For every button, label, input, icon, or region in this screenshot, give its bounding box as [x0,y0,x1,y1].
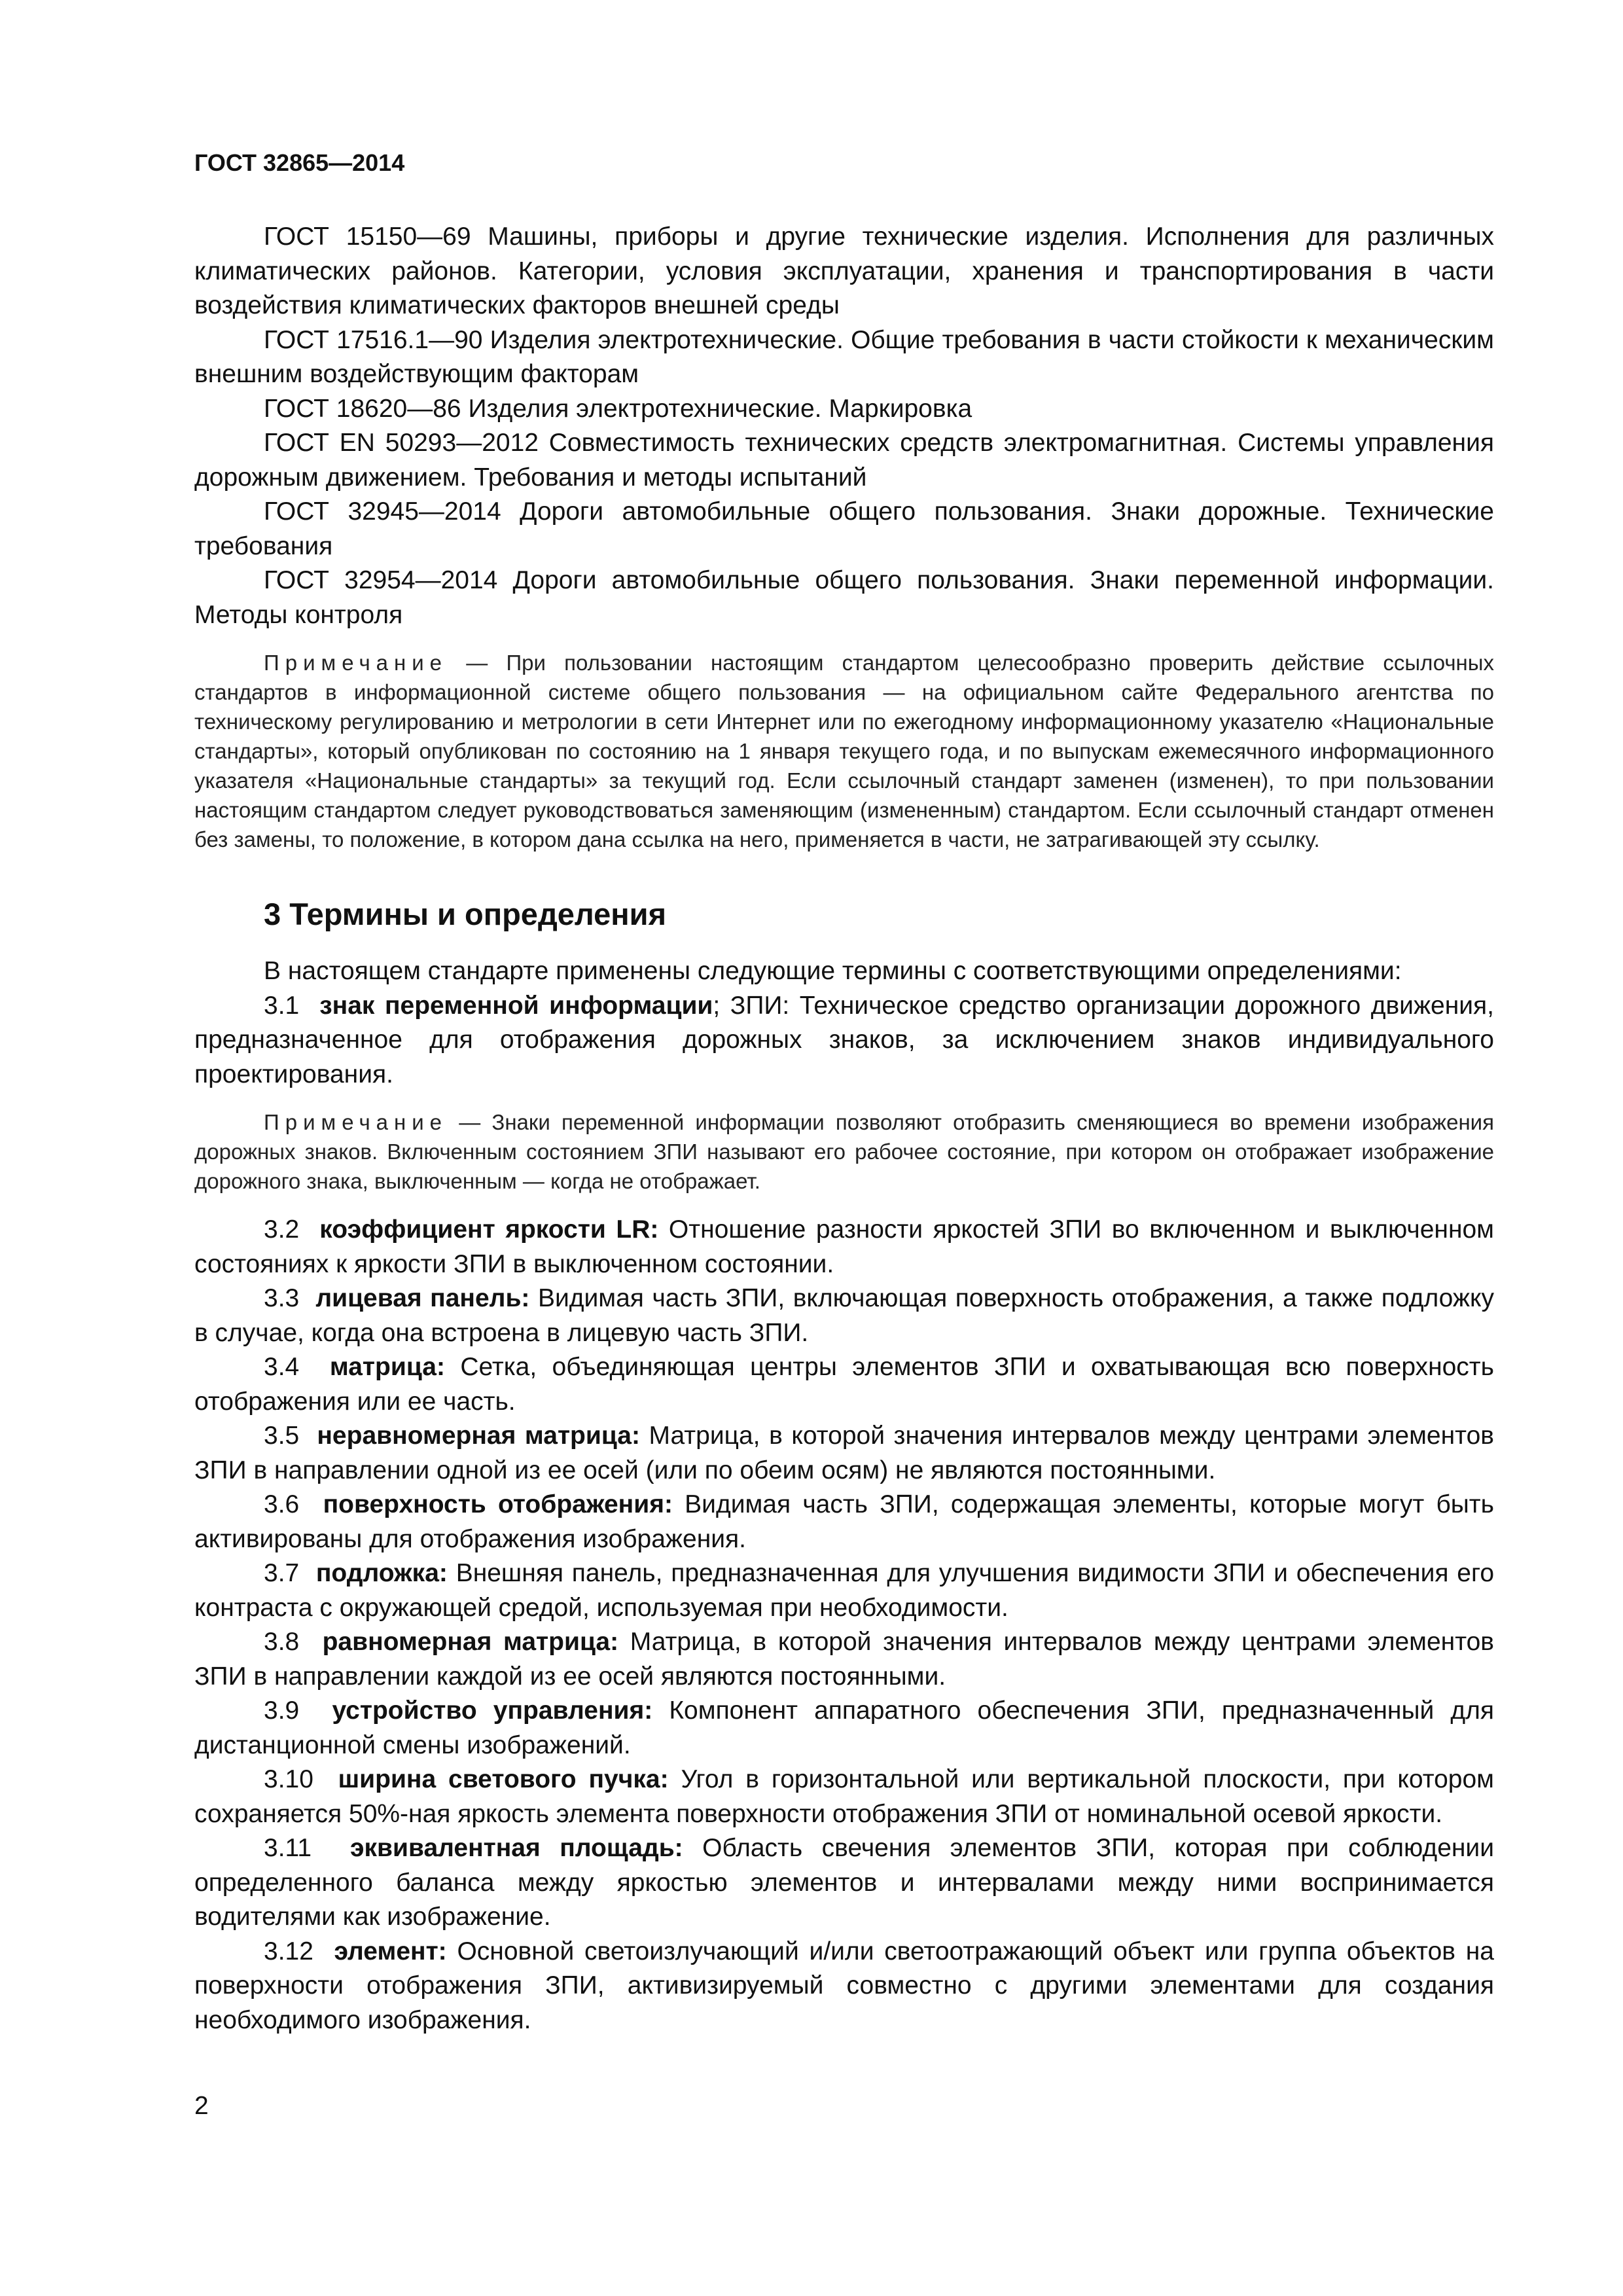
term-definition: ЗПИ: Техническое средство организации дорожного движения, предназначенное для отображения дорожных знаков, за исключением знаков индивидуального проектирования. [194,991,1495,1088]
term-name: коэффициент яркости LR: [319,1215,659,1244]
reference-item: ГОСТ 18620—86 Изделия электротехнические. Маркировка [264,394,972,423]
term-name: ширина светового пучка: [338,1765,669,1793]
term-entry [194,1831,1494,1935]
note-label: Примечание [264,1110,448,1134]
term-number: 3.4 [264,1353,300,1381]
term-definition: Внешняя панель, предназначенная для улучшения видимости ЗПИ и обеспечения его контраста с окружающей средой, используемая при необходимости. [194,1559,1495,1622]
term-entry [194,1419,1494,1488]
term-entry [194,1694,1494,1763]
section-intro: В настоящем стандарте применены следующие термины с соответствующими определениями: [264,957,1402,985]
term-name: эквивалентная площадь: [349,1834,683,1862]
reference-item: ГОСТ 32945—2014 Дороги автомобильные общего пользования. Знаки дорожные. Технические требования [194,497,1494,560]
term-number: 3.3 [264,1284,300,1312]
term-name: равномерная матрица: [322,1628,619,1656]
term-entry [194,1488,1494,1556]
reference-note [194,648,1494,854]
term-entry [194,1350,1494,1419]
note-text: — Знаки переменной информации позволяют отобразить сменяющиеся во времени изображения дорожных знаков. Включенным состоянием ЗПИ называют его рабочее состояние, при котором он отображает изображение дорожного знака, выключенным — когда не отображает. [194,1110,1494,1193]
term-note [194,1107,1494,1196]
term-name: подложка: [315,1559,448,1587]
term-number: 3.11 [264,1834,312,1862]
term-number: 3.5 [264,1422,300,1450]
term-entry [194,1282,1494,1350]
reference-item: ГОСТ 32954—2014 Дороги автомобильные общего пользования. Знаки переменной информации. Методы контроля [194,566,1494,629]
term-definition: Матрица, в которой значения интервалов между центрами элементов ЗПИ в направлении одной из ее осей (или по обеим осям) не являются постоянными. [194,1422,1494,1484]
section-heading: 3 Термины и определения [264,897,666,931]
term-name: матрица: [329,1353,445,1381]
term-definition: Видимая часть ЗПИ, включающая поверхность отображения, а также подложку в случае, когда она встроена в лицевую часть ЗПИ. [194,1284,1494,1347]
document-body [194,220,1494,2037]
term-name: устройство управления: [332,1696,653,1725]
term-definition: Основной светоизлучающий и/или светоотражающий объект или группа объектов на поверхности отображения ЗПИ, активизируемый совместно с другими элементами для создания необходимого изображения. [194,1937,1495,2034]
term-name: знак переменной информации [319,991,713,1020]
term-number: 3.9 [264,1696,300,1725]
term-definition: Компонент аппаратного обеспечения ЗПИ, предназначенный для дистанционной смены изображений. [194,1696,1495,1759]
note-label: Примечание [264,651,448,675]
reference-item: ГОСТ EN 50293—2012 Совместимость технических средств электромагнитная. Системы управления дорожным движением. Требования и методы испытаний [194,429,1494,492]
term-definition: Отношение разности яркостей ЗПИ во включенном и выключенном состояниях к яркости ЗПИ в выключенном состоянии. [194,1215,1494,1278]
term-number: 3.10 [264,1765,313,1793]
term-name: неравномерная матрица: [317,1422,640,1450]
term-number: 3.1 [264,991,300,1020]
page-number: 2 [194,2092,209,2120]
term-entry: 3.1 знак переменной информации; ЗПИ: Техническое средство организации дорожного движения, предназначенное для отображения дорожных знаков, за исключением знаков индивидуального проектирования. [194,991,1495,1088]
term-number: 3.8 [264,1628,300,1656]
term-number: 3.12 [264,1937,313,1965]
term-name: лицевая панель: [315,1284,530,1312]
term-entry [194,1625,1494,1694]
document-header-code: ГОСТ 32865—2014 [194,149,405,176]
reference-item: ГОСТ 17516.1—90 Изделия электротехнические. Общие требования в части стойкости к механическим внешним воздействующим факторам [194,325,1494,388]
term-name: поверхность отображения: [323,1490,673,1518]
term-name: элемент: [334,1937,447,1965]
term-entry [194,1213,1494,1282]
term-entry [194,1935,1494,2038]
reference-item: ГОСТ 15150—69 Машины, приборы и другие технические изделия. Исполнения для различных климатических районов. Категории, условия эксплуатации, хранения и транспортирования в части воздействия климатических факторов внешней среды [194,223,1494,319]
note-text: — При пользовании настоящим стандартом целесообразно проверить действие ссылочных стандартов в информационной системе общего пользования — на официальном сайте Федерального агентства по техническому регулированию и метрологии в сети Интернет или по ежегодному информационному указателю «Национальные стандарты», который опубликован по состоянию на 1 января текущего года, и по выпускам ежемесячного информационного указателя «Национальные стандарты» за текущий год. Если ссылочный стандарт заменен (изменен), то при пользовании настоящим стандартом следует руководствоваться заменяющим (измененным) стандартом. Если ссылочный стандарт отменен без замены, то положение, в котором дана ссылка на него, применяется в части, не затрагивающей эту ссылку. [194,651,1494,852]
term-entry [194,1556,1494,1625]
term-definition: Видимая часть ЗПИ, содержащая элементы, которые могут быть активированы для отображения изображения. [194,1490,1494,1553]
term-definition: Область свечения элементов ЗПИ, которая при соблюдении определенного баланса между яркостью элементов и интервалами между ними воспринимается водителями как изображение. [194,1834,1494,1931]
term-definition: Сетка, объединяющая центры элементов ЗПИ и охватывающая всю поверхность отображения или ее часть. [194,1353,1494,1416]
term-number: 3.6 [264,1490,300,1518]
term-definition: Угол в горизонтальной или вертикальной плоскости, при котором сохраняется 50%-ная яркость элемента поверхности отображения ЗПИ от номинальной осевой яркости. [194,1765,1494,1828]
term-definition: Матрица, в которой значения интервалов между центрами элементов ЗПИ в направлении каждой из ее осей являются постоянными. [194,1628,1495,1691]
term-number: 3.2 [264,1215,300,1244]
term-number: 3.7 [264,1559,300,1587]
term-entry [194,1763,1494,1831]
